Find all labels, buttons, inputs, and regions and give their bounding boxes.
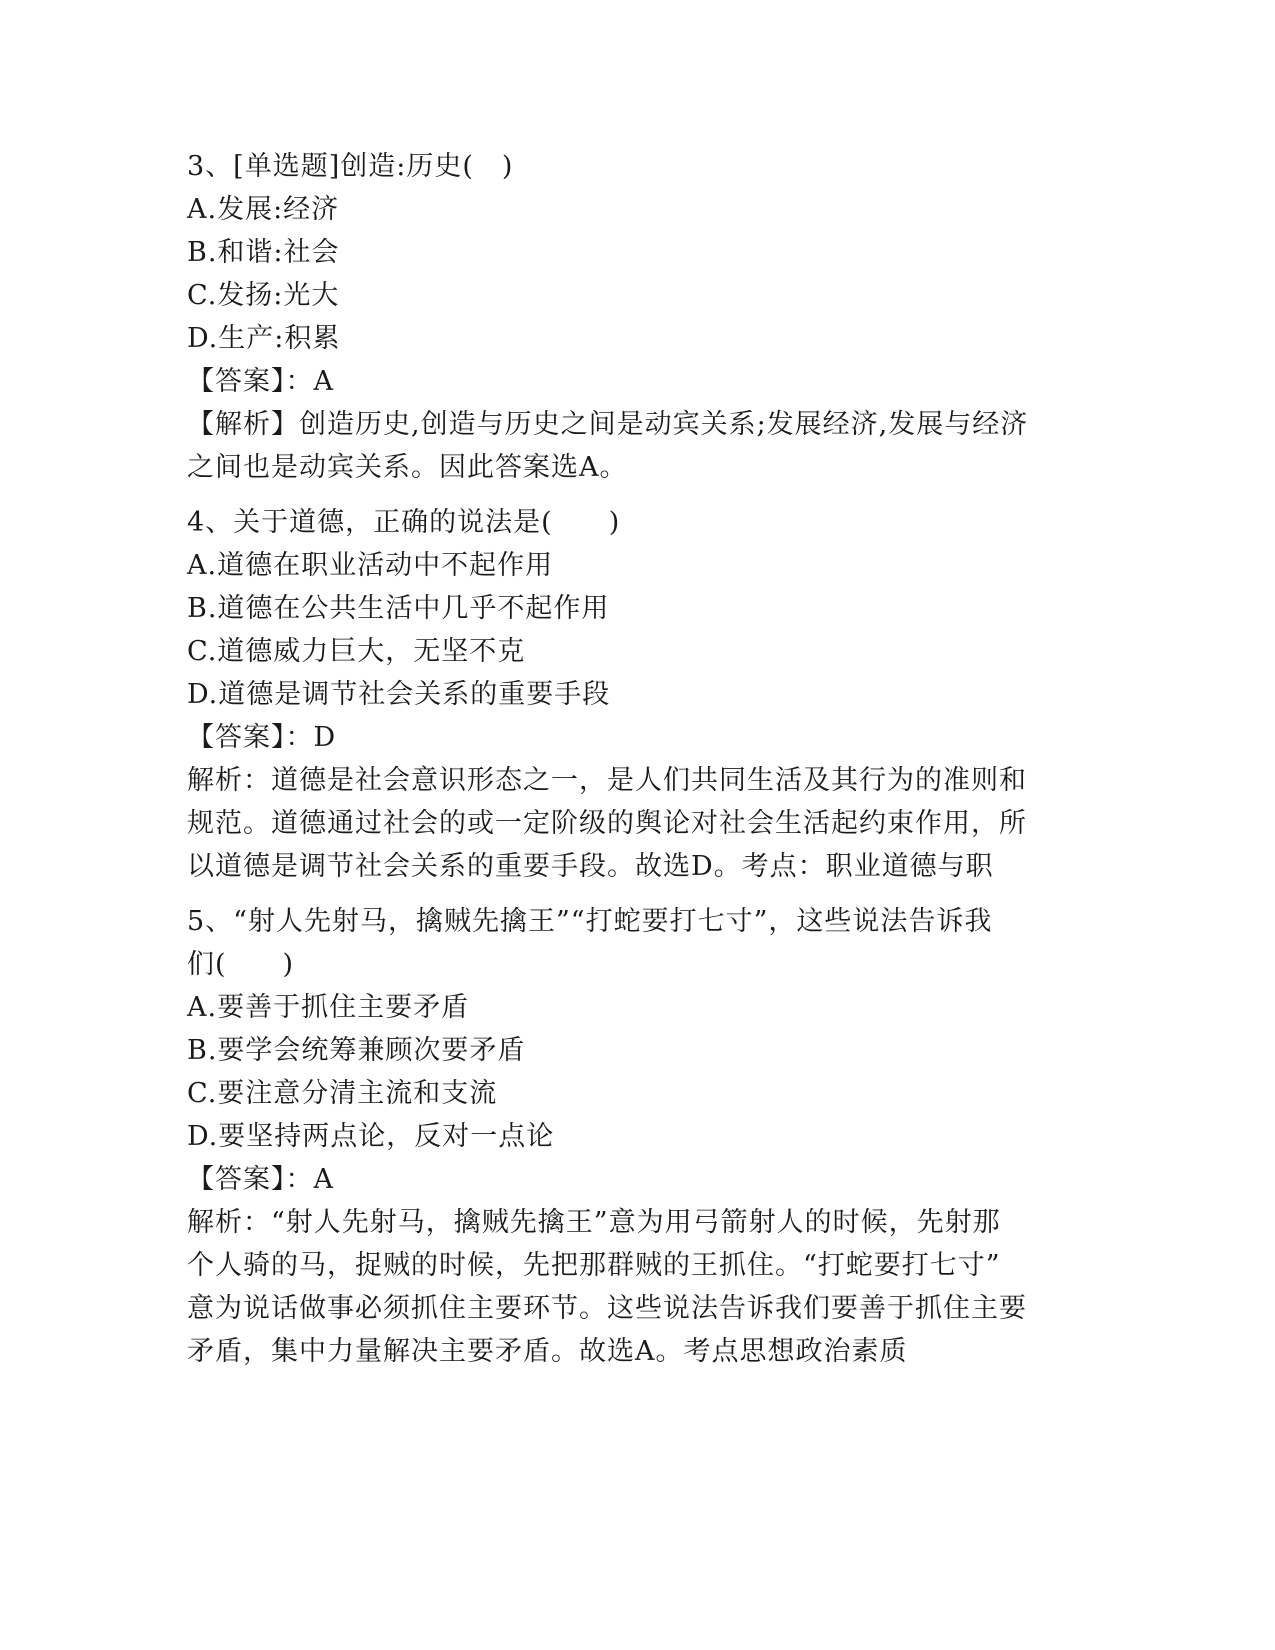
- option-c: C.发扬:光大: [187, 280, 340, 311]
- option-a: A.要善于抓住主要矛盾: [187, 992, 470, 1023]
- question-4: [187, 501, 1087, 888]
- analysis-line: 意为说话做事必须抓住主要环节。这些说法告诉我们要善于抓住主要: [187, 1293, 1027, 1324]
- question-3: [187, 145, 1087, 489]
- analysis-line: 以道德是调节社会关系的重要手段。故选D。考点：职业道德与职: [187, 851, 994, 882]
- option-b: B.和谐:社会: [187, 237, 340, 268]
- analysis-line: 矛盾，集中力量解决主要矛盾。故选A。考点思想政治素质: [187, 1336, 908, 1367]
- option-d: D.生产:积累: [187, 323, 341, 354]
- analysis-line: 个人骑的马，捉贼的时候，先把那群贼的王抓住。“打蛇要打七寸”: [187, 1250, 1001, 1281]
- option-b: B.道德在公共生活中几乎不起作用: [187, 593, 610, 624]
- analysis-line: 之间也是动宾关系。因此答案选A。: [187, 452, 628, 483]
- option-b: B.要学会统筹兼顾次要矛盾: [187, 1035, 526, 1066]
- analysis-line: 规范。道德通过社会的或一定阶级的舆论对社会生活起约束作用，所: [187, 808, 1027, 839]
- answer: 【答案】：A: [187, 1164, 334, 1195]
- option-d: D.要坚持两点论，反对一点论: [187, 1121, 555, 1152]
- question-stem: 3、[单选题]创造:历史( ): [187, 151, 514, 182]
- answer: 【答案】：D: [187, 722, 337, 753]
- option-d: D.道德是调节社会关系的重要手段: [187, 679, 611, 710]
- option-a: A.道德在职业活动中不起作用: [187, 550, 554, 581]
- question-stem: 4、关于道德，正确的说法是( ): [187, 507, 621, 538]
- answer: 【答案】：A: [187, 366, 334, 397]
- option-c: C.道德威力巨大，无坚不克: [187, 636, 526, 667]
- question-5: [187, 900, 1087, 1373]
- analysis-line: 解析：道德是社会意识形态之一，是人们共同生活及其行为的准则和: [187, 765, 1027, 796]
- option-c: C.要注意分清主流和支流: [187, 1078, 498, 1109]
- document-page: [187, 145, 1087, 1373]
- analysis-line: 【解析】创造历史,创造与历史之间是动宾关系;发展经济,发展与经济: [187, 409, 1029, 440]
- question-stem: 5、“射人先射马，擒贼先擒王”“打蛇要打七寸”，这些说法告诉我: [187, 906, 993, 937]
- option-a: A.发展:经济: [187, 194, 340, 225]
- question-stem: 们( ): [187, 949, 295, 980]
- analysis-line: 解析：“射人先射马，擒贼先擒王”意为用弓箭射人的时候，先射那: [187, 1207, 1001, 1238]
